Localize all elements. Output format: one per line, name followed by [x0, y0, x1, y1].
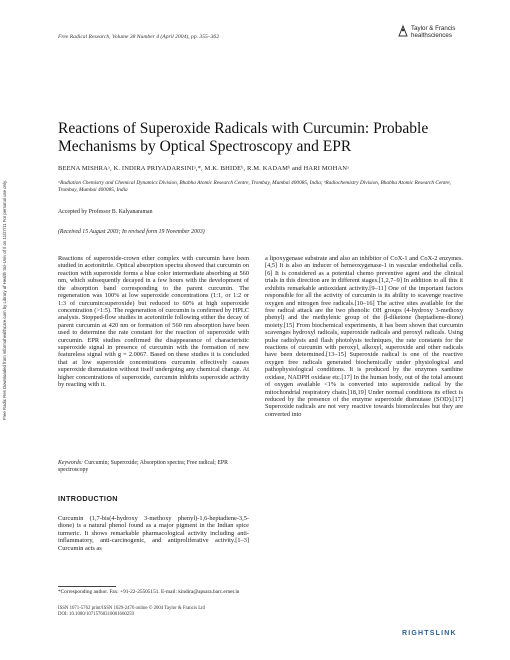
- abstract: [58, 255, 249, 389]
- right-column-text: [265, 255, 463, 418]
- publisher-logo: [397, 24, 467, 42]
- rightslink-logo[interactable]: RIGHTSLINK: [402, 630, 457, 637]
- publisher-name: Taylor & Francis: [411, 25, 456, 32]
- keywords: [58, 460, 249, 474]
- keywords-label: Keywords:: [58, 460, 83, 466]
- corresponding-author-footnote: *Corresponding author. Fax: +91-22-25505151. E-mail: kindira@apsara.barc.ernet.in: [58, 589, 240, 595]
- right-column-paragraph: a lipoxygenase substrate and also an inhibitor of CoX-1 and CoX-2 enzymes.[4,5] It is also an inducer of hemeoxygenase-1 in vascular endothelial cells.[6] It is considered as a potential chemo preventive agent and the clinical trials in this direction are in different stages.[1,2,7–9] In addition to all this it exhibits remarkable antioxidant activity.[9–11] One of the important factors responsible for all the activity of curcumin is its ability to scavenge reactive oxygen and nitrogen free radicals.[10–16] The active sites available for the free radical attack are the two phenolic OH groups (4-hydroxy 3-methoxy phenyl) and the methylenic group of the β-diketone (heptadiene-dione) moiety.[15] From biochemical experiments, it has been shown that curcumin scavenges hydroxyl radicals, superoxide radicals and peroxyl radicals. Using pulse radiolysis and flash photolysis techniques, the rate constants for the reactions of curcumin with peroxyl, alkoxyl, superoxide and other radicals have been determined.[13–15] Superoxide radical is one of the reactive oxygen free radicals generated biochemically under physiological and pathophysiological conditions. It is produced by the enzymes xanthine oxidase, NADPH oxidase etc.[17] In the human body, out of the total amount of oxygen available <1% is converted into superoxide radical by the mitochondrial respiratory chain.[18,19] Under normal conditions its effect is reduced by the presence of the enzyme superoxide dismutase (SOD).[17] Superoxide radicals are not very reactive towards biomolecules but they are converted into: [265, 255, 463, 418]
- publisher-logo-icon: [397, 24, 409, 38]
- download-side-note: Free Radic Res Downloaded from informahealthcare.com by Library of Health Sci-Univ of Il on 11/27/11 For personal use only.: [2, 180, 7, 421]
- issn-block: [58, 606, 358, 618]
- abstract-text: Reactions of superoxide-crown ether complex with curcumin have been studied in acetonitrile. Optical absorption spectra showed that curcumin on reaction with superoxide forms a blue color intermediate absorbing at 560 nm, which subsequently decayed in a few hours with the development of the absorption band corresponding to the parent curcumin. The regeneration was 100% at low superoxide concentrations (1:1, or 1:2 or 1:3 of curcumin:superoxide) but reduced to 60% at high superoxide concentration (>1:5). The regeneration of curcumin is confirmed by HPLC analysis. Stopped-flow studies in acetonitrile following either the decay of parent curcumin at 420 nm or formation of 560 nm absorption have been used to determine the rate constant for the reaction of superoxide with curcumin. EPR studies confirmed the disappearance of characteristic superoxide signal in presence of curcumin with the formation of new featureless signal with g = 2.0067. Based on these studies it is concluded that at low superoxide concentrations curcumin effectively causes superoxide dismutation without itself undergoing any chemical change. At higher concentrations of superoxide, curcumin inhibits superoxide activity by reacting with it.: [58, 255, 249, 389]
- introduction-text: [58, 515, 249, 552]
- doi-line: DOI: 10.1080/10715760310001660259: [58, 612, 134, 617]
- publisher-division: healthsciences: [411, 32, 452, 39]
- accepted-by: Accepted by Professor B. Kalyanaraman: [58, 209, 153, 215]
- author-list: BEENA MISHRAᵃ, K. INDIRA PRIYADARSINIᵃ,*, M.K. BHIDEᵇ, R.M. KADAMᵇ and HARI MOHANᵃ: [58, 165, 350, 172]
- issn-line: ISSN 1071-5762 print/ISSN 1029-2470 online © 2004 Taylor & Francis Ltd: [58, 606, 205, 611]
- keywords-text: Curcumin; Superoxide; Absorption spectra; Free radical; EPR spectroscopy: [58, 460, 228, 473]
- introduction-paragraph: Curcumin (1,7-bis(4-hydroxy 3-methoxy phenyl)-1,6-heptadiene-3,5-dione) is a natural phenol found as a major pigment in the Indian spice turmeric. It shows remarkable pharmacological activity including anti-inflammatory, anti-carcinogenic, and antiproliferative activity.[1–3] Curcumin acts as: [58, 515, 249, 552]
- author-affiliations: ᵃRadiation Chemistry and Chemical Dynamics Division, Bhabha Atomic Research Centre, Trombay, Mumbai 400085, India; ᵇRadiochemistry Division, Bhabha Atomic Research Centre, Trombay, Mumbai 400085, India: [58, 180, 451, 193]
- journal-citation: Free Radical Research, Volume 38 Number 4 (April 2004), pp. 355–362: [58, 34, 219, 40]
- footnote-rule: [58, 586, 116, 587]
- article-title: Reactions of Superoxide Radicals with Curcumin: Probable Mechanisms by Optical Spectroscopy and EPR: [58, 120, 429, 155]
- introduction-heading: INTRODUCTION: [58, 494, 118, 503]
- received-dates: (Received 15 August 2003; In revised form 19 November 2003): [58, 229, 205, 235]
